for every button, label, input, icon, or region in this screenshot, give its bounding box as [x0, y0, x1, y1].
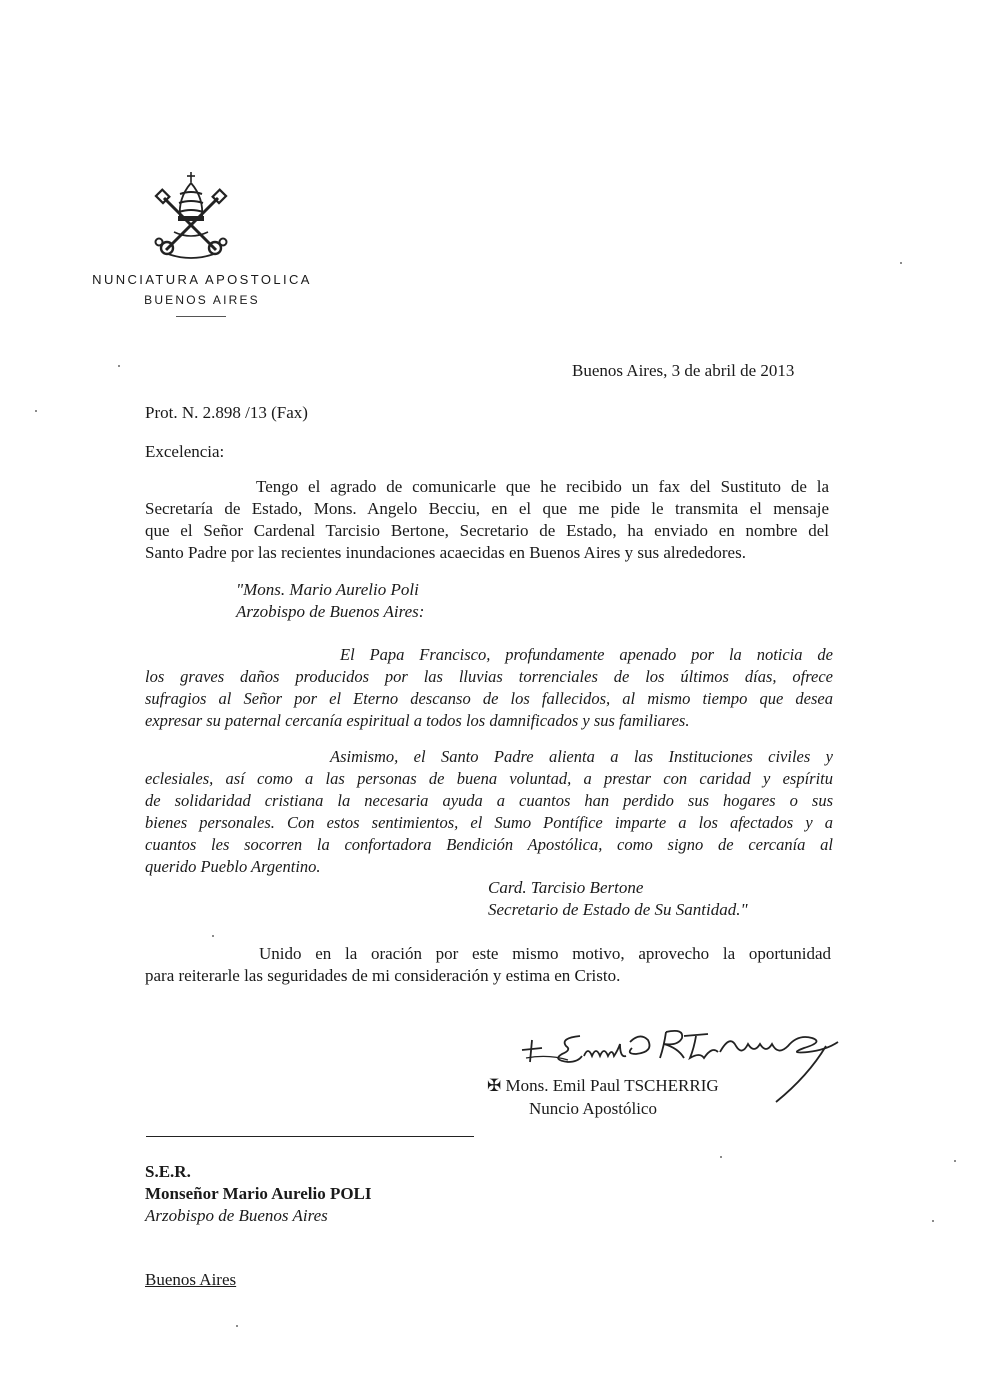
letterhead-name: NUNCIATURA APOSTOLICA: [92, 272, 312, 287]
message-p2-line-5: cuantos les socorren la confortadora Bendición Apostólica, como signo de cercanía al: [145, 835, 833, 854]
intro-line-3: que el Señor Cardenal Tarcisio Bertone, Secretario de Estado, ha enviado en nombre del: [145, 521, 829, 540]
recipient-title: Arzobispo de Buenos Aires: [145, 1206, 328, 1225]
closing-line-2: para reiterarle las seguridades de mi consideración y estima en Cristo.: [145, 966, 621, 985]
message-signer-title: Secretario de Estado de Su Santidad.": [488, 900, 748, 919]
letterhead-city: BUENOS AIRES: [144, 293, 260, 307]
scan-speck: [236, 1325, 238, 1327]
scan-speck: [212, 935, 214, 937]
closing-line-1: Unido en la oración por este mismo motivo, aprovecho la oportunidad: [259, 944, 831, 963]
scan-speck: [720, 1156, 722, 1158]
message-p1-line-3: sufragios al Señor por el Eterno descanso de los fallecidos, al mismo tiempo que desea: [145, 689, 833, 708]
message-p2-line-3: de solidaridad cristiana la necesaria ayuda a cuantos han perdido sus hogares o sus: [145, 791, 833, 810]
message-signer-name: Card. Tarcisio Bertone: [488, 878, 644, 897]
scan-speck: [954, 1160, 956, 1162]
message-p2-line-1: Asimismo, el Santo Padre alienta a las Instituciones civiles y: [330, 747, 833, 766]
message-addressee-name: "Mons. Mario Aurelio Poli: [236, 580, 419, 599]
recipient-honorific: S.E.R.: [145, 1162, 191, 1181]
intro-line-4: Santo Padre por las recientes inundaciones acaecidas en Buenos Aires y sus alrededores.: [145, 543, 746, 562]
nuncio-title: Nuncio Apostólico: [529, 1099, 657, 1118]
intro-line-2: Secretaría de Estado, Mons. Angelo Becciu, en el que me pide le transmita el mensaje: [145, 499, 829, 518]
recipient-divider: [146, 1136, 474, 1137]
scan-speck: [118, 365, 120, 367]
message-p2-line-6: querido Pueblo Argentino.: [145, 857, 321, 876]
message-p1-line-4: expresar su paternal cercanía espiritual a todos los damnificados y sus familiares.: [145, 711, 690, 730]
message-p2-line-4: bienes personales. Con estos sentimientos, el Sumo Pontífice imparte a los afectados y a: [145, 813, 833, 832]
salutation: Excelencia:: [145, 442, 225, 461]
letter-date: Buenos Aires, 3 de abril de 2013: [572, 361, 795, 380]
intro-line-1: Tengo el agrado de comunicarle que he recibido un fax del Sustituto de la: [256, 477, 829, 496]
message-p1-line-2: los graves daños producidos por las lluvias torrenciales de los últimos días, ofrece: [145, 667, 833, 686]
nuncio-name: ✠ Mons. Emil Paul TSCHERRIG: [487, 1076, 719, 1095]
scan-speck: [932, 1220, 934, 1222]
recipient-name: Monseñor Mario Aurelio POLI: [145, 1184, 372, 1203]
message-p1-line-1: El Papa Francisco, profundamente apenado por la noticia de: [340, 645, 833, 664]
papal-coat-of-arms-icon: [150, 170, 232, 260]
recipient-city: Buenos Aires: [145, 1270, 237, 1289]
message-addressee-title: Arzobispo de Buenos Aires:: [236, 602, 425, 621]
scan-speck: [900, 262, 902, 264]
protocol-number: Prot. N. 2.898 /13 (Fax): [145, 403, 308, 422]
message-p2-line-2: eclesiales, así como a las personas de buena voluntad, a prestar con caridad y espíritu: [145, 769, 833, 788]
letterhead-divider: [176, 316, 226, 317]
scan-speck: [35, 410, 37, 412]
